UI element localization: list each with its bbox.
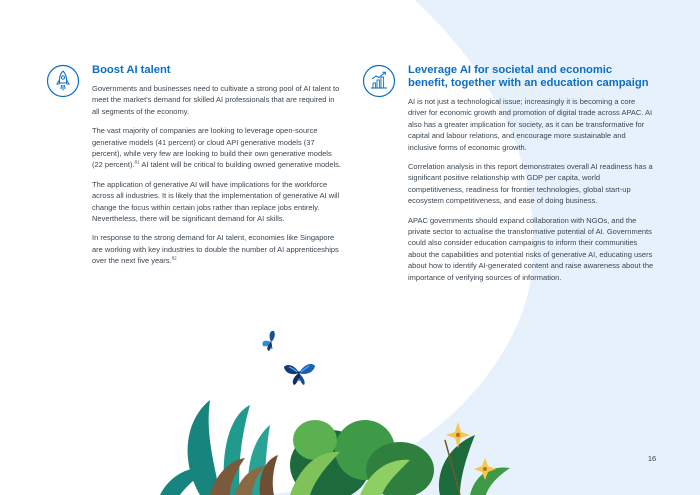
right-column xyxy=(362,64,654,291)
paragraph-workforce: The application of generative AI will have implications for the workforce across all industries. It is likely that the implementation of generative AI will change the focus within certain jobs rather than replace jobs entirely. Nevertheless, there will be significant demand for AI skills. xyxy=(92,179,340,224)
plant-illustration xyxy=(140,380,520,495)
paragraph-correlation-analysis: Correlation analysis in this report demonstrates overall AI readiness has a significant positive relationship with GDP per capita, world competitiveness, readiness for frontier technologies, global start-up ecosystem competitiveness, and ease of doing business. xyxy=(408,162,653,206)
paragraph-economic-driver: AI is not just a technological issue; increasingly it is becoming a core driver for economic growth and promotion of digital trade across APAC. AI also has a greater implication for society, as it can be transformative for capital and labour relations, and encourage more sustainable and inclusive forms of economic growth. xyxy=(408,97,653,152)
left-column xyxy=(46,64,342,275)
page-number: 16 xyxy=(647,454,657,463)
footnote-ref: 82 xyxy=(171,255,177,261)
paragraph-apprenticeships xyxy=(92,232,342,266)
footnote-ref: 81 xyxy=(134,159,140,165)
growth-chart-icon xyxy=(362,64,396,98)
paragraph-text: AI talent will be critical to building owned generative models. xyxy=(139,160,342,170)
rocket-icon xyxy=(46,64,80,98)
paragraph-ai-talent-pool: Governments and businesses need to cultivate a strong pool of AI talent to meet the market's demand for skilled AI professionals that are required in all segments of the economy. xyxy=(92,84,340,116)
paragraph-text: In response to the strong demand for AI talent, economies like Singapore are working with key industries to double the number of AI apprenticeships over the next five years. xyxy=(92,233,339,266)
paragraph-text: The vast majority of companies are looking to leverage open-source generative models (41 percent) or cloud API generative models (37 percent), while very few are looking to build their own generative models (22 percent). xyxy=(92,126,332,170)
paragraph-generative-models xyxy=(92,125,342,171)
paragraph-education-campaigns: APAC governments should expand collaboration with NGOs, and the private sector to actualise the transformative potential of AI. Governments could also consider education campaigns to inform their communities about the capabilities and potential risks of generative AI, educating users about how to identify AI-generated content and raise awareness about the importance of verifying sources of information. xyxy=(408,215,654,282)
butterfly-illustration-small xyxy=(258,329,284,353)
section-title: Boost AI talent xyxy=(92,64,171,76)
section-title: Leverage AI for societal and economic benefit, together with an education campaign xyxy=(408,64,649,89)
